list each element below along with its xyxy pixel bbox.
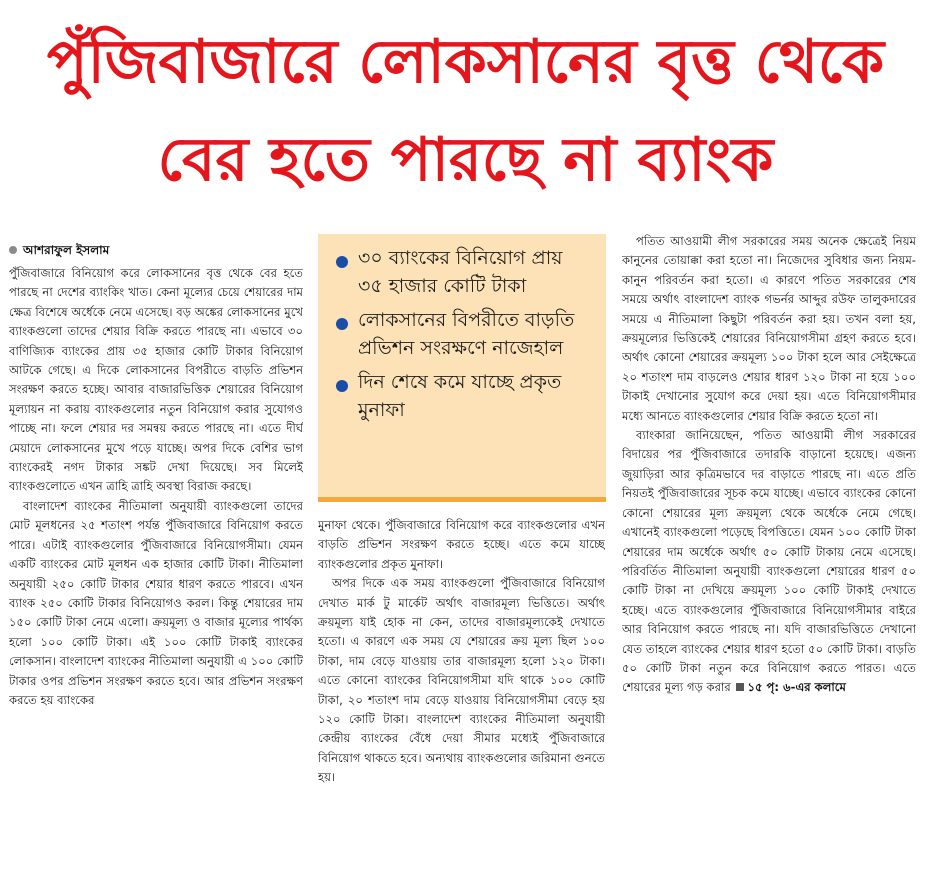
- paragraph: পুঁজিবাজারে বিনিয়োগ করে লোকসানের বৃত্ত থেকে বের হতে পারছে না দেশের ব্যাংকিং খাত। কেনা মূল্যের চেয়ে শেয়ারের দাম ক্ষেত্র বিশেষে অর্ধেকে নেমে এসেছে। বড় অঙ্কের লোকসানের মুখে ব্যাংকগুলো তাদের শেয়ার বিক্রি করতে পারছে না। এভাবে ৩০ বাণিজ্যিক ব্যাংকের প্রায় ৩৫ হাজার কোটি টাকার বিনিয়োগ আটকে গেছে। এ দিকে লোকসানের বিপরীতে বাড়তি প্রভিশন সংরক্ষণ করতে হচ্ছে। আবার বাজারভিত্তিক শেয়ারের বিনিয়োগ মূল্যায়ন না করায় ব্যাংকগুলোর নতুন বিনিয়োগ করার সুযোগও পাচ্ছে না। ফলে শেয়ার দর সমন্বয় করতে পারছে না। এতে দীর্ঘ মেয়াদে লোকসানের মুখে পড়ে যাচ্ছে। অপর দিকে বেশির ভাগ ব্যাংকেরই নগদ টাকার সঙ্কট দেখা দিয়েছে। সব মিলেই ব্যাংকগুলোতে এখন ত্রাহি ত্রাহি অবস্থা বিরাজ করছে।: [9, 266, 303, 494]
- paragraph-text: ব্যাংকারা জানিয়েছেন, পতিত আওয়ামী লীগ সরকারের বিদায়ের পর পুঁজিবাজারে তদারকি বাড়ানো হয়েছে। এজন্য জুয়াড়িরা আর কৃত্রিমভাবে দর বাড়াতে পারছে না। এতে প্রতি নিয়তই পুঁজিবাজারের সূচক কমে যাচ্ছে। এভাবে ব্যাংকের কোনো কোনো শেয়ারের মূল্য ক্রয়মূল্য থেকে অর্ধেকে নেমে গেছে। এখানেই ব্যাংকগুলো পড়েছে বিপত্তিতে। যেমন ১০০ কোটি টাকা শেয়ারের দাম অর্ধেকে অর্থাৎ ৫০ কোটি টাকায় নেমে এসেছে। পরিবর্তিত নীতিমালা অনুযায়ী ব্যাংকগুলো শেয়ারের ধারণ ৫০ কোটি টাকা না দেখিয়ে ক্রয়মূল্য ১০০ কোটি টাকাই দেখাতে হচ্ছে। এতে ব্যাংকগুলোর পুঁজিবাজারে বিনিয়োগসীমার বাইরে আর বিনিয়োগ করতে পারছে না। যদি বাজারভিত্তিতে দেখানো যেত তাহলে ব্যাংকের শেয়ার ধারণ হতো ৫০ কোটি টাকা। বাড়তি ৫০ কোটি টাকা নতুন করে বিনিয়োগ করতে পারত। এতে শেয়ারের মূল্য গড় করার: [622, 428, 916, 695]
- highlights-box: [318, 234, 606, 502]
- headline-line-1: পুঁজিবাজারে লোকসানের বৃত্ত থেকে: [46, 27, 885, 97]
- highlight-text: লোকসানের বিপরীতে বাড়তি প্রভিশন সংরক্ষণে নাজেহাল: [358, 309, 575, 359]
- author-name: আশরাফুল ইসলাম: [23, 243, 110, 257]
- paragraph: বাংলাদেশ ব্যাংকের নীতিমালা অনুযায়ী ব্যাংকগুলো তাদের মোট মূলধনের ২৫ শতাংশ পর্যন্ত পুঁজিবাজারে বিনিয়োগ করতে পারে। এটাই ব্যাংকগুলোর পুঁজিবাজারে বিনিয়োগসীমা। যেমন একটি ব্যাংকের মোট মূলধন এক হাজার কোটি টাকা। নীতিমালা অনুযায়ী ২৫০ কোটি টাকার শেয়ার ধারণ করতে পারবে। এখন ব্যাংক ২৫০ কোটি টাকার বিনিয়োগও করল। কিন্তু শেয়ারের দাম ১৫০ কোটি টাকা নেমে এলো। ক্রয়মূল্য ও বাজার মূল্যের পার্থক্য হলো ১০০ কোটি টাকা। এই ১০০ কোটি টাকাই ব্যাংকের লোকসান। বাংলাদেশ ব্যাংকের নীতিমালা অনুযায়ী এ ১০০ কোটি টাকার ওপর প্রভিশন সংরক্ষণ করতে হবে। আর প্রভিশন সংরক্ষণ করতে হয় ব্যাংকের: [9, 498, 303, 707]
- continued-on-reference[interactable]: ১৫ পৃ: ৬-এর কলামে: [747, 680, 846, 695]
- headline: [0, 0, 931, 222]
- bullet-icon: [336, 380, 348, 392]
- bullet-dot-icon: [9, 246, 17, 254]
- byline: [9, 240, 303, 260]
- square-marker-icon: [736, 683, 744, 691]
- highlight-item: [336, 306, 592, 362]
- headline-line-2: বের হতে পারছে না ব্যাংক: [157, 125, 774, 195]
- highlight-text: দিন শেষে কমে যাচ্ছে প্রকৃত মুনাফা: [358, 371, 562, 421]
- column-1: [9, 240, 303, 880]
- highlight-item: [336, 368, 592, 424]
- bullet-icon: [336, 256, 348, 268]
- column-3: [622, 232, 916, 880]
- highlight-text: ৩০ ব্যাংকের বিনিয়োগ প্রায় ৩৫ হাজার কোটি টাকা: [358, 247, 563, 297]
- paragraph: মুনাফা থেকে। পুঁজিবাজারে বিনিয়োগ করে ব্যাংকগুলোর এখন বাড়তি প্রভিশন সংরক্ষণ করতে হচ্ছে। এতে কমে যাচ্ছে ব্যাংকগুলোর প্রকৃত মুনাফা।: [318, 518, 605, 571]
- column-2: [318, 516, 605, 880]
- paragraph-with-jump: [622, 426, 916, 698]
- paragraph: অপর দিকে এক সময় ব্যাংকগুলো পুঁজিবাজারে বিনিয়োগ দেখাত মার্ক টু মার্কেট অর্থাৎ বাজারমূল্য ভিত্তিতে। অর্থাৎ ক্রয়মূল্য যাই হোক না কেন, তাদের বাজারমূল্যকেই দেখাতে হতো। এ কারণে এক সময় যে শেয়ারের ক্রয় মূল্য ছিল ১০০ টাকা, দাম বেড়ে যাওয়ায় তার বাজারমূল্য হলো ১২০ টাকা। এতে কোনো ব্যাংকের বিনিয়োগসীমা যদি থাকে ১০০ কোটি টাকা, ২০ শতাংশ দাম বেড়ে যাওয়ায় বিনিয়োগসীমা বেড়ে হয় ১২০ কোটি টাকা। বাংলাদেশ ব্যাংকের নীতিমালা অনুযায়ী কেন্দ্রীয় ব্যাংকের বেঁধে দেয়া সীমার মধ্যেই পুঁজিবাজারে বিনিয়োগ থাকতে হবে। অন্যথায় ব্যাংকগুলোর জরিমানা গুনতে হয়।: [318, 576, 605, 785]
- bullet-icon: [336, 318, 348, 330]
- paragraph: পতিত আওয়ামী লীগ সরকারের সময় অনেক ক্ষেত্রেই নিয়ম কানুনের তোয়াক্কা করা হতো না। নিজেদের সুবিধার জন্য নিয়ম-কানুন পরিবর্তন করা হতো। এ কারণে পতিত সরকারের শেষ সময়ে অর্থাৎ বাংলাদেশ ব্যাংক গভর্নর আব্দুর রউফ তালুকদারের সময়ে এ নীতিমালা কিছুটা পরিবর্তন করা হয়। তখন বলা হয়, ক্রয়মূল্যের ভিত্তিকেই শেয়ারের বিনিয়োগসীমা গ্রহণ করতে হবে। অর্থাৎ কোনো শেয়ারের ক্রয়মূল্য ১০০ টাকা হলে আর সেইক্ষেত্রে ২০ শতাংশ দাম বাড়লেও শেয়ার ধারণ ১২০ টাকা না হয়ে ১০০ টাকাই দেখানোর সুযোগ করে দেয়া হয়। এতে বিনিয়োগসীমার মধ্যে আনতে ব্যাংকগুলোর শেয়ার বিক্রি করতে হতো না।: [622, 234, 916, 423]
- highlight-item: [336, 244, 592, 300]
